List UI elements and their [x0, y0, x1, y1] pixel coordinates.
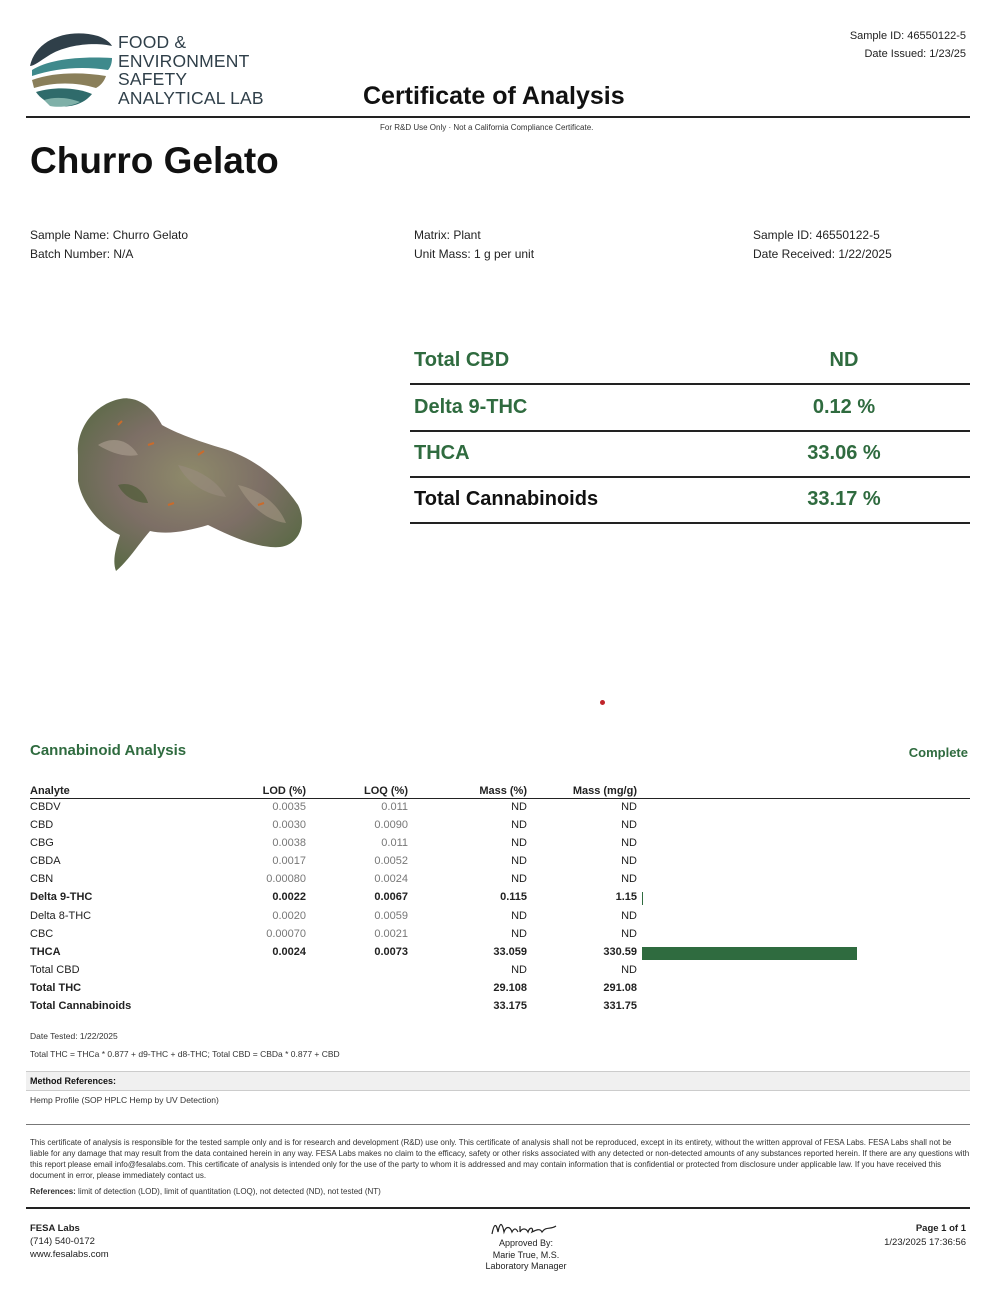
- cell-mass-pct: 0.115: [500, 891, 527, 904]
- cell-mass-pct: ND: [511, 963, 527, 976]
- cell-loq: 0.0073: [374, 945, 408, 958]
- matrix: Matrix: Plant: [414, 228, 481, 242]
- cell-mass-pct: 33.175: [493, 1000, 527, 1013]
- fesa-logo-icon: [26, 26, 116, 110]
- cell-mass-mg: ND: [621, 927, 637, 940]
- cell-mass-mg: ND: [621, 963, 637, 976]
- cell-loq: 0.0052: [374, 855, 408, 868]
- header-lod: LOD (%): [262, 785, 306, 797]
- cell-analyte: Delta 9-THC: [30, 891, 93, 904]
- references-label: References:: [30, 1187, 76, 1196]
- cell-mass-pct: ND: [511, 873, 527, 886]
- cell-mass-mg: ND: [621, 801, 637, 813]
- unit-mass: Unit Mass: 1 g per unit: [414, 247, 535, 261]
- mass-bar: [642, 892, 643, 905]
- header-mass-mg: Mass (mg/g): [572, 785, 637, 797]
- table-row: [30, 980, 970, 998]
- table-header: [30, 783, 970, 799]
- cell-mass-pct: ND: [511, 855, 527, 868]
- footer-phone: (714) 540-0172: [30, 1236, 95, 1247]
- page-title: Certificate of Analysis: [363, 82, 625, 110]
- red-dot: [600, 700, 605, 705]
- method-heading: Method References:: [30, 1076, 117, 1086]
- cell-loq: 0.0090: [374, 819, 408, 832]
- cell-loq: 0.0067: [374, 891, 408, 904]
- table-row: [30, 998, 970, 1016]
- cell-mass-mg: 330.59: [603, 945, 637, 958]
- summary-label: Delta 9-THC: [414, 396, 528, 418]
- cell-loq: 0.0021: [374, 927, 408, 940]
- table-row: [30, 889, 970, 907]
- cell-analyte: CBDV: [30, 801, 61, 813]
- summary-value: 33.06 %: [807, 442, 881, 464]
- table-row: [30, 908, 970, 926]
- lab-name: [118, 33, 264, 107]
- cell-mass-mg: ND: [621, 873, 637, 886]
- footer-timestamp: 1/23/2025 17:36:56: [884, 1237, 966, 1248]
- cell-mass-pct: ND: [511, 837, 527, 850]
- table-row: [30, 926, 970, 944]
- sample-info-right: [753, 226, 892, 264]
- summary-row-thca: [410, 430, 970, 478]
- table-row: [30, 944, 970, 962]
- lab-name-line: ANALYTICAL LAB: [118, 87, 264, 108]
- footer-website: www.fesalabs.com: [30, 1249, 109, 1260]
- cell-loq: 0.0024: [374, 873, 408, 886]
- cell-analyte: CBN: [30, 873, 54, 886]
- product-title: Churro Gelato: [30, 140, 279, 181]
- summary-label: THCA: [414, 442, 470, 464]
- cell-analyte: Delta 8-THC: [30, 909, 92, 922]
- cell-mass-pct: ND: [511, 801, 527, 813]
- cell-mass-mg: ND: [621, 855, 637, 868]
- cell-mass-mg: 1.15: [615, 891, 637, 904]
- cell-analyte: Total CBD: [30, 963, 80, 976]
- product-photo: [58, 385, 314, 580]
- summary-value: 0.12 %: [812, 396, 876, 418]
- cell-lod: 0.0017: [272, 855, 306, 868]
- analysis-status: Complete: [908, 745, 968, 760]
- cell-analyte: CBG: [30, 837, 54, 850]
- footer-contact: [30, 1222, 109, 1261]
- cell-lod: 0.0022: [272, 891, 306, 904]
- cell-analyte: Total Cannabinoids: [30, 1000, 132, 1013]
- cell-lod: 0.0024: [272, 945, 306, 958]
- summary-label: Total Cannabinoids: [414, 488, 599, 510]
- summary-row-total-cannabinoids: [410, 476, 970, 524]
- table-row: [30, 799, 970, 817]
- sample-info-left: [30, 226, 188, 264]
- table-row: [30, 962, 970, 980]
- cell-mass-pct: 33.059: [493, 945, 527, 958]
- header-sample-id: Sample ID: 46550122-5: [849, 30, 966, 42]
- cell-mass-mg: ND: [621, 819, 637, 832]
- table-row: [30, 817, 970, 835]
- footer-divider: [26, 1207, 970, 1209]
- footer-company: FESA Labs: [30, 1223, 80, 1234]
- signature: [486, 1218, 566, 1238]
- cell-analyte: Total THC: [30, 981, 82, 994]
- header-analyte: Analyte: [30, 785, 70, 797]
- header-meta: [850, 27, 966, 63]
- cell-mass-pct: ND: [511, 909, 527, 922]
- cell-loq: 0.0059: [374, 909, 408, 922]
- approver-name: Marie True, M.S.: [492, 1249, 560, 1260]
- table-row: [30, 835, 970, 853]
- mass-bar: [642, 947, 857, 960]
- cell-lod: 0.0020: [272, 909, 306, 922]
- sample-name: Sample Name: Churro Gelato: [30, 228, 189, 242]
- summary-label: Total CBD: [414, 349, 510, 371]
- summary-row-total-cbd: [410, 337, 970, 385]
- cell-mass-mg: ND: [621, 909, 637, 922]
- formula-note: Total THC = THCa * 0.877 + d9-THC + d8-THC; Total CBD = CBDa * 0.877 + CBD: [30, 1049, 340, 1059]
- table-body: [30, 799, 970, 1016]
- references-text: limit of detection (LOD), limit of quantitation (LOQ), not detected (ND), not tested (NT): [75, 1187, 381, 1196]
- cell-lod: 0.00070: [266, 927, 306, 940]
- cell-lod: 0.0038: [272, 837, 306, 850]
- disclaimer: This certificate of analysis is responsible for the tested sample only and is for research and development (R&D) use only. This certificate of analysis shall not be reproduced, except in its entirety, without the written approval of FESA Labs. FESA Labs shall not be liable for any damage that may result from the data contained herein in any way. FESA Labs makes no claim to the efficacy, safety or other risks associated with any detected or non-detected amounts of any substances reported herein. If there are any questions with this report please email info@fesalabs.com. This certificate of analysis is intended only for the use of the party to whom it is addressed and may contain information that is confidential or protected from disclosure under applicable law. If you have received this document in error, please immediately contact us.: [30, 1138, 970, 1180]
- cell-mass-mg: ND: [621, 837, 637, 850]
- footer-approval: [446, 1218, 606, 1273]
- cell-loq: 0.011: [381, 801, 408, 813]
- date-received: Date Received: 1/22/2025: [753, 247, 892, 261]
- cell-mass-pct: 29.108: [493, 981, 527, 994]
- approver-title: Laboratory Manager: [485, 1261, 567, 1271]
- divider: [26, 1124, 970, 1125]
- date-tested: Date Tested: 1/22/2025: [30, 1031, 118, 1041]
- page-number: Page 1 of 1: [915, 1223, 966, 1234]
- cell-analyte: CBC: [30, 927, 54, 940]
- cell-mass-mg: 331.75: [603, 1000, 637, 1013]
- cell-analyte: THCA: [30, 945, 61, 958]
- approved-by: Approved By:: [498, 1238, 554, 1248]
- header-divider: [26, 116, 970, 118]
- analysis-title: Cannabinoid Analysis: [30, 742, 187, 759]
- cell-mass-pct: ND: [511, 927, 527, 940]
- header-date-issued: Date Issued: 1/23/25: [864, 48, 966, 60]
- lab-name-line: FOOD &: [118, 32, 187, 52]
- cell-lod: 0.0030: [272, 819, 306, 832]
- lab-name-line: SAFETY: [118, 69, 188, 89]
- rd-note: For R&D Use Only · Not a California Compliance Certificate.: [380, 123, 594, 132]
- cell-lod: 0.00080: [266, 873, 306, 886]
- cannabinoid-table: [30, 783, 970, 1016]
- footer-page-info: [884, 1222, 966, 1250]
- table-row: [30, 853, 970, 871]
- sample-info-mid: [414, 226, 534, 264]
- cell-mass-pct: ND: [511, 819, 527, 832]
- lab-name-line: ENVIRONMENT: [118, 50, 250, 71]
- summary-value: 33.17 %: [807, 488, 881, 510]
- method-references-header: [26, 1071, 970, 1091]
- batch-number: Batch Number: N/A: [30, 247, 134, 261]
- summary-value: ND: [829, 349, 859, 371]
- sample-id: Sample ID: 46550122-5: [753, 228, 880, 242]
- summary-row-delta9: [410, 384, 970, 432]
- header-loq: LOQ (%): [364, 785, 408, 797]
- cell-analyte: CBD: [30, 819, 54, 832]
- cell-analyte: CBDA: [30, 855, 61, 868]
- method-value: Hemp Profile (SOP HPLC Hemp by UV Detection): [30, 1095, 219, 1105]
- cell-mass-mg: 291.08: [603, 981, 637, 994]
- references: [30, 1187, 381, 1196]
- header-mass-pct: Mass (%): [479, 785, 527, 797]
- cell-lod: 0.0035: [272, 801, 306, 813]
- cell-loq: 0.011: [381, 837, 408, 850]
- table-row: [30, 871, 970, 889]
